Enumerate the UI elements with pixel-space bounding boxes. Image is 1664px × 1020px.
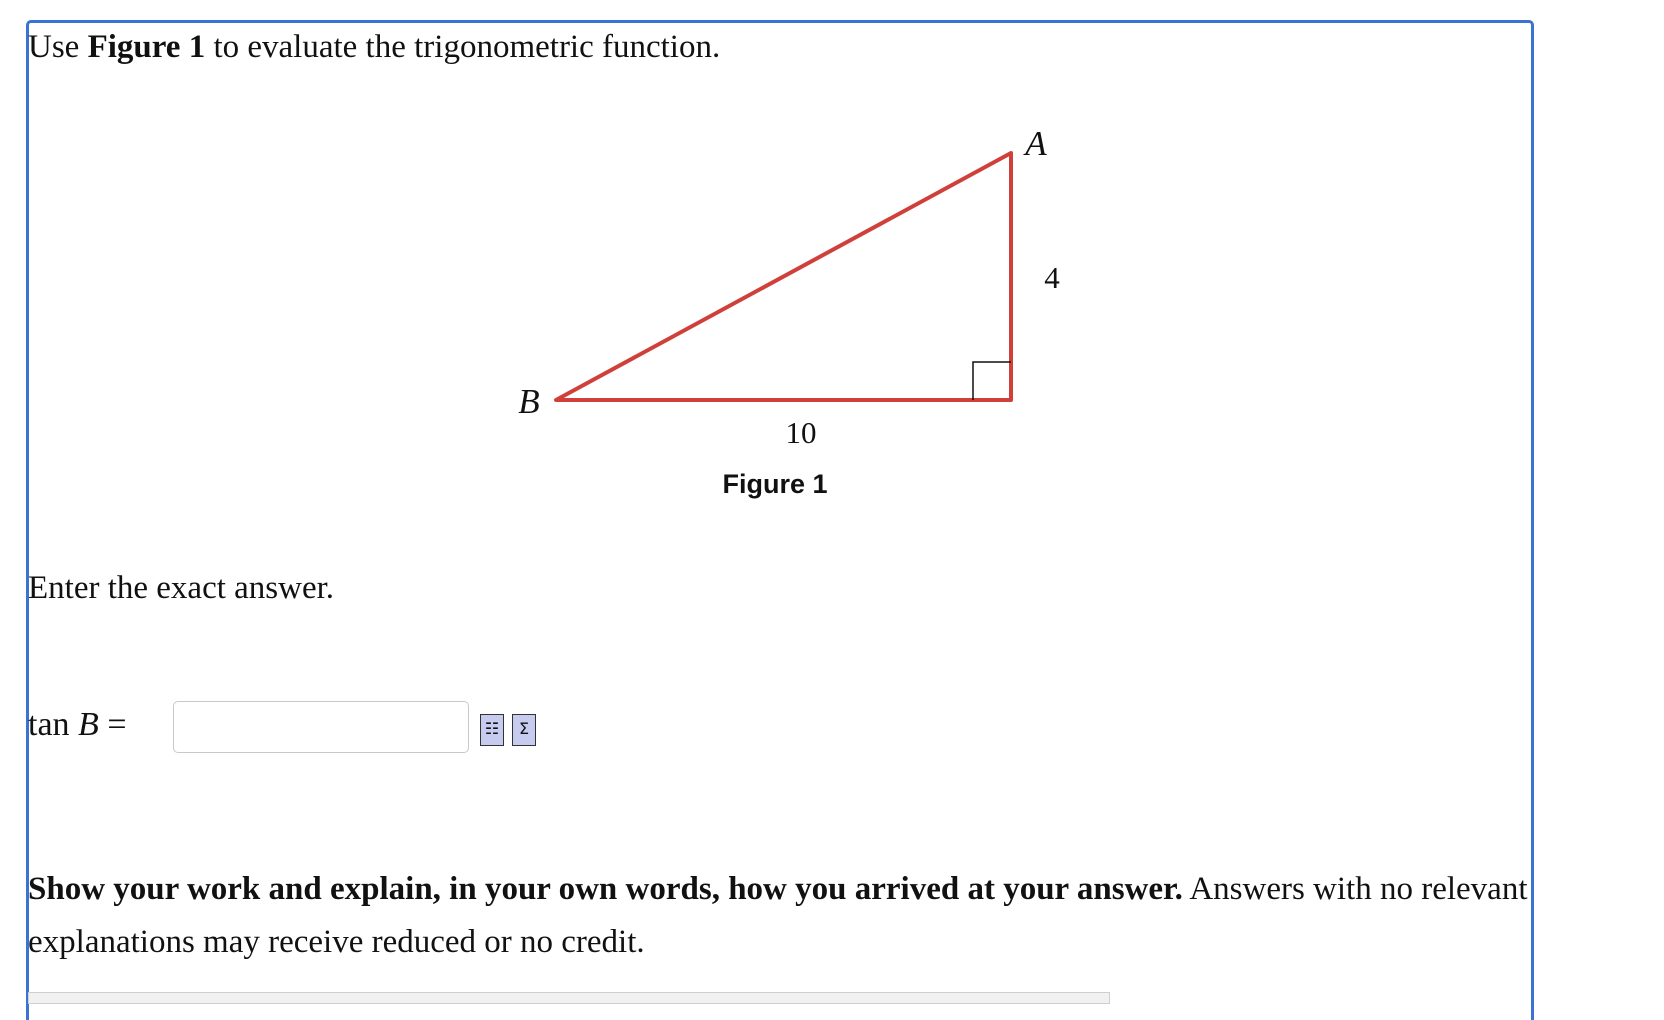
side-length-horizontal: 10: [785, 415, 817, 450]
answer-label: tan B =: [28, 706, 127, 743]
right-angle-marker: [973, 362, 1011, 400]
answer-input[interactable]: [173, 701, 469, 753]
show-work-instruction: Show your work and explain, in your own words, how you arrived at your answer. Answers with no relevant explanations may receive reduced or no credit.: [28, 871, 1528, 960]
sigma-icon[interactable]: Σ: [512, 714, 536, 746]
figure-caption: Figure 1: [722, 469, 828, 499]
question-intro: Use Figure 1 to evaluate the trigonometric function.: [28, 29, 721, 65]
preview-icon[interactable]: ☷: [480, 714, 504, 746]
vertex-a-label: A: [1025, 124, 1047, 163]
figure-reference: Figure 1: [87, 29, 206, 65]
side-length-vertical: 4: [1044, 260, 1060, 295]
instruction-text: Enter the exact answer.: [28, 570, 335, 606]
vertex-b-label: B: [518, 382, 540, 421]
triangle: [556, 153, 1011, 400]
editor-toolbar-edge: [28, 992, 1110, 1004]
